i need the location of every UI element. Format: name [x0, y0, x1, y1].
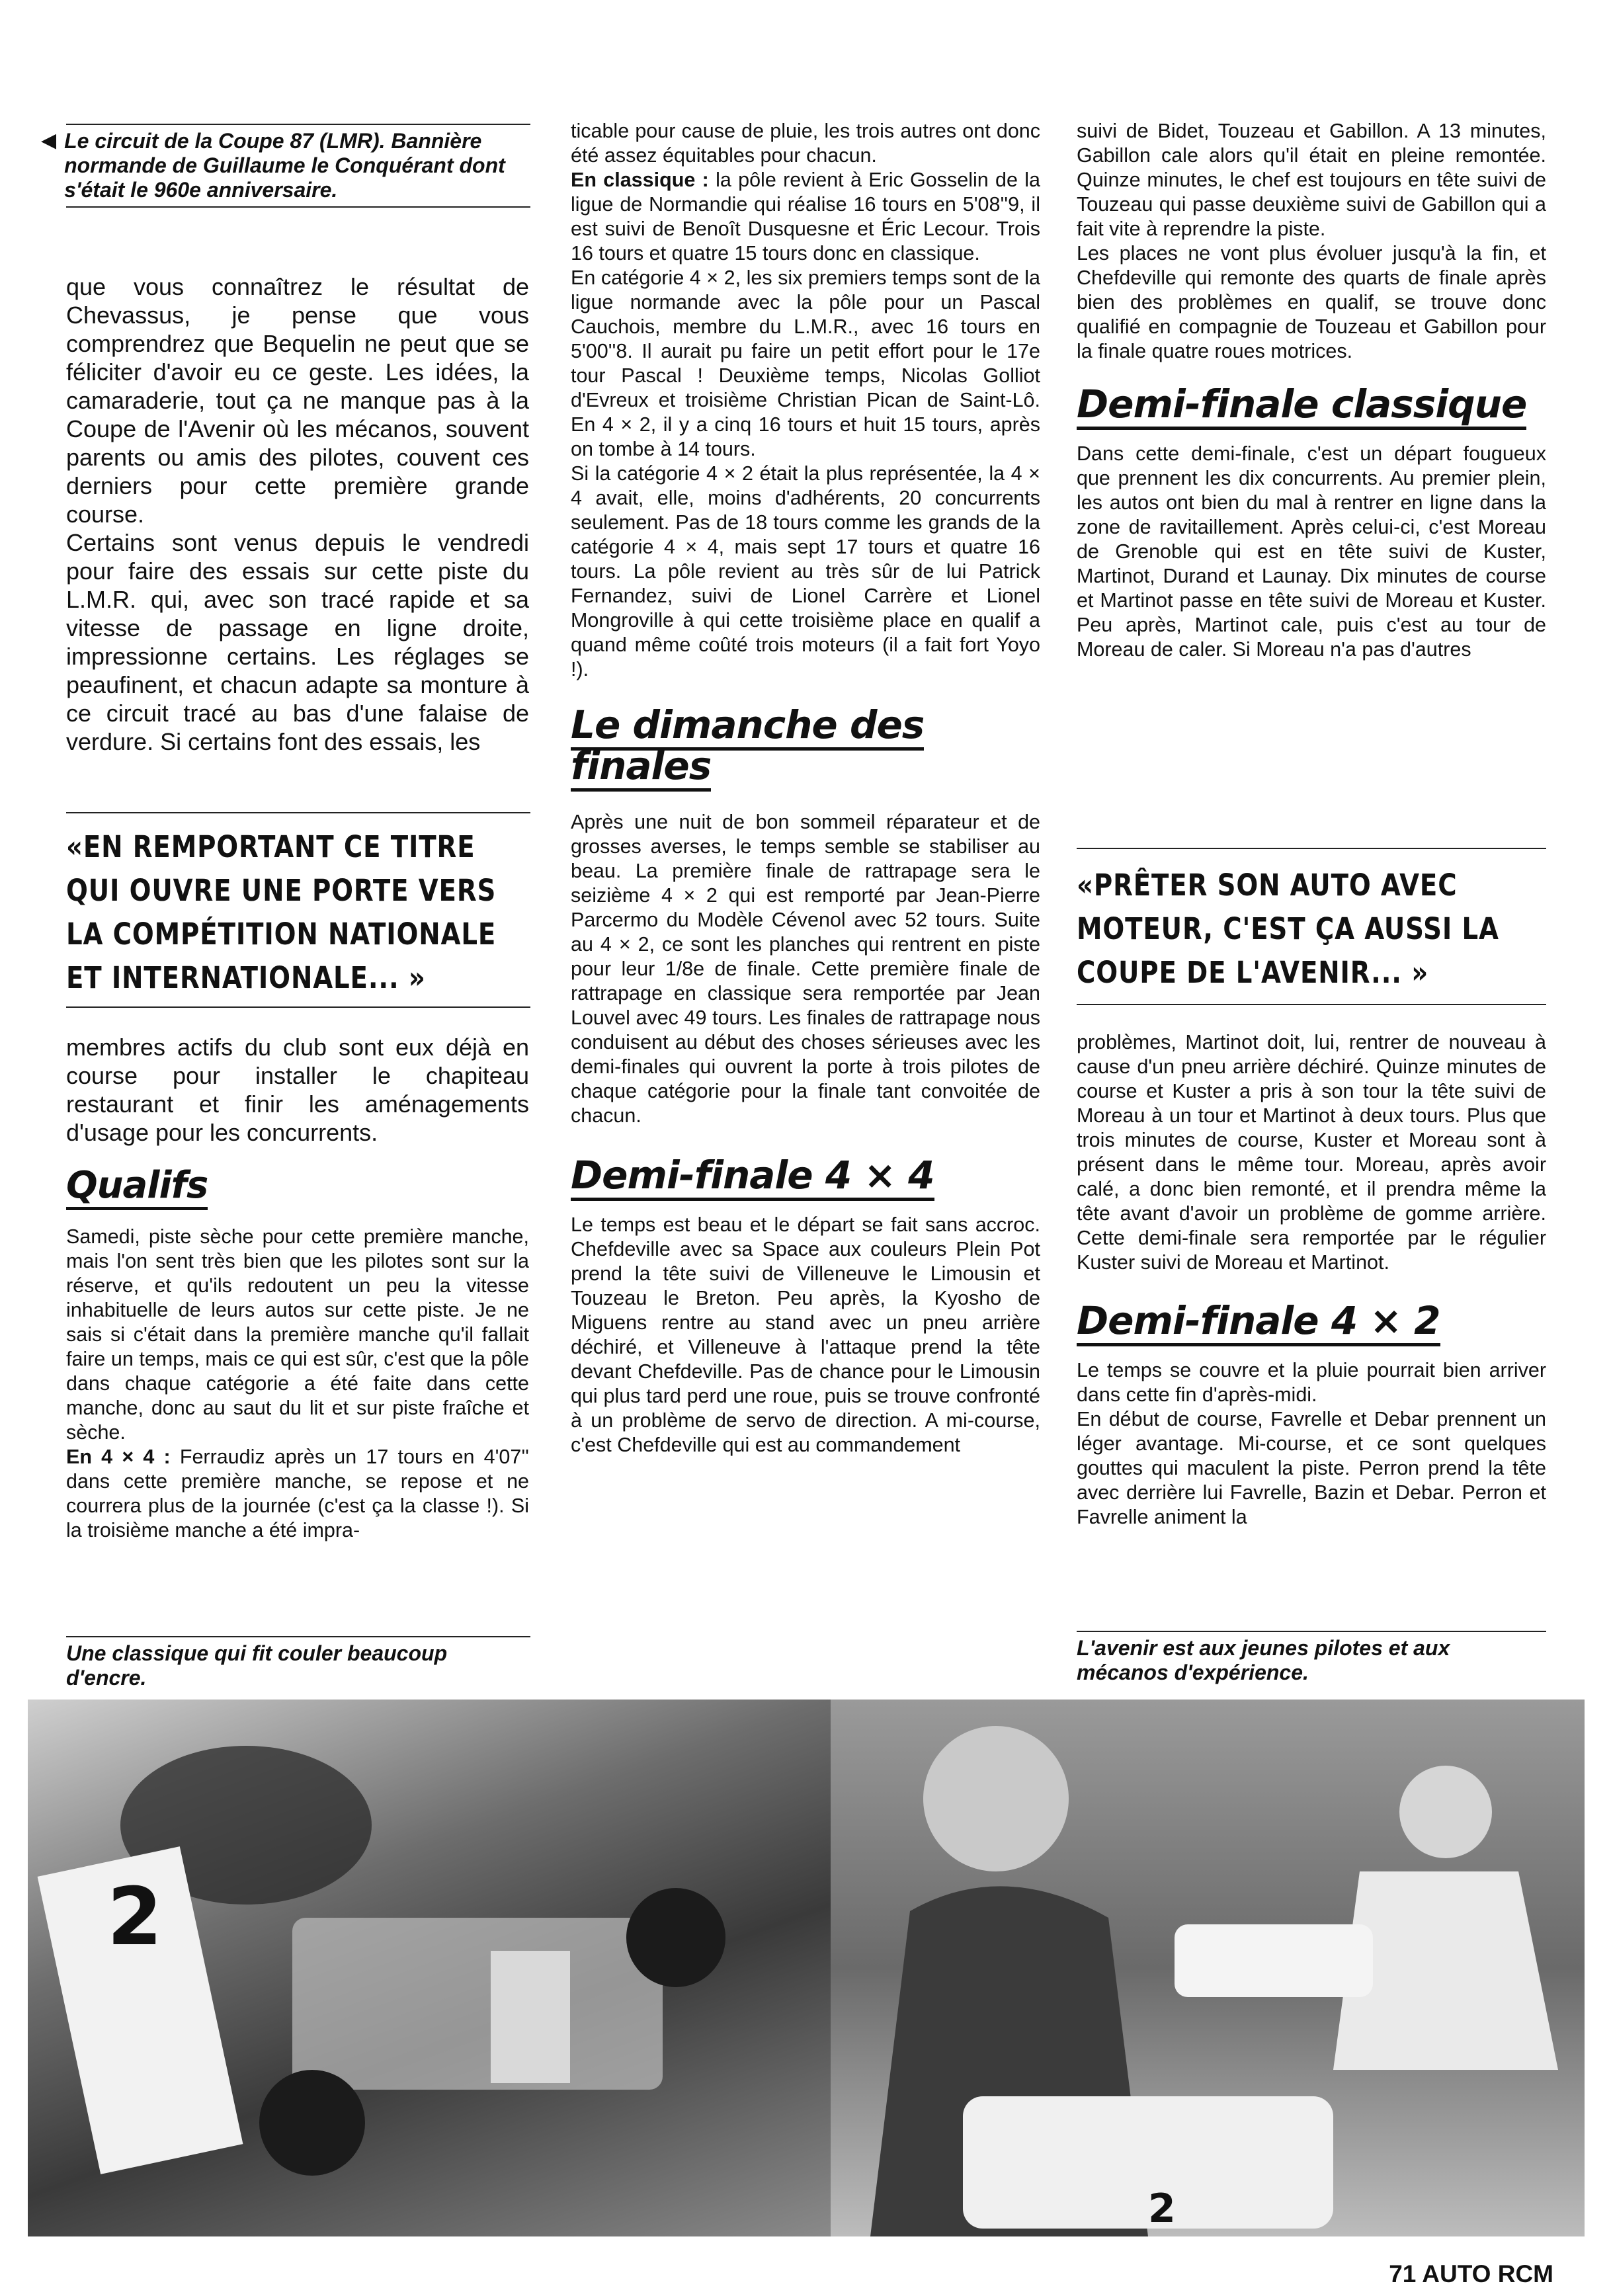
svg-text:2: 2	[107, 1871, 163, 1963]
caption-rule	[66, 124, 530, 125]
paragraph: Le temps est beau et le départ se fait sans accroc. Chefdeville avec sa Space aux couleurs Plein Pot prend la tête suivi de Villeneuve le Limousin et Touzeau le Breton. Peu après, la Kyosho de Miguens rentre au stand avec un pneu arrière déchiré, et Villeneuve à l'attaque prend la tête devant Chefdeville. Pas de chance pour le Limousin qui plus tard perd une roue, puis se trouve confronté à un problème de servo de direction. A mi-course, c'est Chefdeville qui est au commandement	[571, 1213, 1040, 1456]
heading-dimanche-finales: Le dimanche des finales	[571, 704, 1040, 786]
column-2	[571, 119, 1040, 1457]
pull-quote-1	[66, 812, 530, 1008]
paragraph: En catégorie 4 × 2, les six premiers temps sont de la ligue normande avec la pôle pour un Pascal Cauchois, membre du L.M.R., avec 16 tours en 5'00''8. Il aurait pu faire un petit effort pour le 17e tour Pascal ! Deuxième temps, Nicolas Golliot d'Evreux et troisième Christian Pican de Saint-Lô. En 4 × 2, il y a cinq 16 tours et huit 15 tours, après on tombe à 14 tours.	[571, 266, 1040, 460]
car-illustration	[28, 1700, 831, 2236]
paragraph: membres actifs du club sont eux déjà en course pour installer le chapiteau restaurant et finir les aménagements d'usage pour les concurrents.	[66, 1034, 529, 1146]
caption-text: Une classique qui fit couler beaucoup d'encre.	[66, 1641, 448, 1690]
caption-rule	[66, 1636, 530, 1637]
paragraph: suivi de Bidet, Touzeau et Gabillon. A 13 minutes, Gabillon cale alors qu'il était en pleine remontée. Quinze minutes, le chef est toujours en tête suivi de Touzeau qui passe deuxième suivi de Gabillon qui a fait vite à reprendre la piste.	[1077, 120, 1546, 240]
caption-top: Le circuit de la Coupe 87 (LMR). Bannière normande de Guillaume le Conquérant dont s'était le 960e anniversaire.	[64, 129, 505, 202]
paragraph: Le temps se couvre et la pluie pourrait bien arriver dans cette fin d'après-midi.	[1077, 1359, 1546, 1406]
column-1	[66, 272, 529, 756]
column-1-lower	[66, 1033, 529, 1543]
quote-text: «PRÊTER SON AUTO AVEC MOTEUR, C'EST ÇA AUSSI LA COUPE DE L'AVENIR... »	[1077, 868, 1499, 990]
heading-demi-finale-4x2: Demi-finale 4 × 2	[1077, 1300, 1546, 1341]
quote-rule	[66, 812, 530, 813]
heading-demi-finale-4x4: Demi-finale 4 × 4	[571, 1155, 1040, 1196]
paragraph: ticable pour cause de pluie, les trois autres ont donc été assez équitables pour chacun.	[571, 120, 1040, 167]
paragraph: Dans cette demi-finale, c'est un départ fougueux que prennent les dix concurrents. Au premier plein, les autos ont bien du mal à rentrer en ligne dans la zone de ravitaillement. Après celui-ci, c'est Moreau de Grenoble qui est en tête suivi de Kuster, Martinot, Durand et Launay. Dix minutes de course et Martinot passe en tête suivi de Moreau et Kuster. Peu après, Martinot cale, puis c'est au tour de Moreau de caler. Si Moreau n'a pas d'autres	[1077, 442, 1546, 661]
caption-top-block	[41, 124, 530, 208]
page-footer: 71 AUTO RCM	[1389, 2260, 1553, 2287]
caption-rule	[66, 206, 530, 208]
pull-quote-2	[1077, 848, 1546, 1005]
quote-rule	[1077, 1004, 1546, 1005]
caption-bottom-right	[1077, 1631, 1546, 1685]
quote-rule	[1077, 848, 1546, 849]
paragraph: Les places ne vont plus évoluer jusqu'à la fin, et Chefdeville qui remonte des quarts de finale après bien des problèmes en qualif, se trouve donc qualifié en compagnie de Touzeau et Gabillon pour la finale quatre roues motrices.	[1077, 242, 1546, 362]
svg-text:2: 2	[1148, 2186, 1176, 2232]
heading-qualifs: Qualifs	[66, 1165, 529, 1206]
photo-mechanics-pilots	[831, 1700, 1585, 2236]
photo-race-car-chassis	[28, 1700, 831, 2236]
quote-rule	[66, 1006, 530, 1008]
column-3	[1077, 119, 1546, 662]
caption-bottom-left	[66, 1636, 530, 1690]
paragraph: En classique : la pôle revient à Eric Gosselin de la ligue de Normandie qui réalise 16 tours en 5'08''9, il est suivi de Benoît Dusquesne et Éric Lecour. Trois 16 tours et quatre 15 tours donc en classique.	[571, 169, 1040, 265]
paragraph: problèmes, Martinot doit, lui, rentrer de nouveau à cause d'un pneu arrière déchiré. Quinze minutes de course et Kuster a pris à son tour la tête suivi de Moreau à un tour et Martinot à deux tours. Plus que trois minutes de course, Kuster et Moreau sont à présent dans le même tour. Moreau, après avoir calé, a donc bien remonté, et il prendra même la tête avant d'avoir un problème de gomme arrière. Cette demi-finale sera remportée par le régulier Kuster suivi de Moreau et Martinot.	[1077, 1031, 1546, 1274]
paragraph: En 4 × 4 : Ferraudiz après un 17 tours en 4'07'' dans cette première manche, se repose et ne courrera plus de la journée (c'est ça la classe !). Si la troisième manche a été impra-	[66, 1446, 529, 1541]
paragraph: Samedi, piste sèche pour cette première manche, mais l'on sent très bien que les pilotes sont sur la réserve, et qu'ils redoutent un peu la vitesse inhabituelle de leurs autos sur cette piste. Je ne sais si c'était dans la première manche qu'il fallait faire un temps, mais ce qui est sûr, c'est que la pôle dans chaque catégorie a été faite dans cette manche, donc au saut du lit et sur piste fraîche et sèche.	[66, 1225, 529, 1444]
caption-text: L'avenir est aux jeunes pilotes et aux mécanos d'expérience.	[1077, 1636, 1450, 1684]
heading-demi-finale-classique: Demi-finale classique	[1077, 384, 1546, 425]
paragraph: Si la catégorie 4 × 2 était la plus représentée, la 4 × 4 avait, elle, moins d'adhérents, 20 concurrents seulement. Pas de 18 tours comme les grands de la catégorie 4 × 4, mais sept 17 tours et quatre 16 tours. La pôle revient au très sûr de lui Patrick Fernandez, suivi de Lionel Carrère et Lionel Mongroville à qui cette troisième place en qualif a quand même coûté trois moteurs (il a fait fort Yoyo !).	[571, 462, 1040, 680]
column-3-lower	[1077, 1030, 1546, 1530]
quote-text: «EN REMPORTANT CE TITRE QUI OUVRE UNE PORTE VERS LA COMPÉTITION NATIONALE ET INTERNATIONALE... »	[66, 829, 497, 995]
arrow-left-icon: ◀	[41, 130, 57, 151]
caption-rule	[1077, 1631, 1546, 1632]
paragraph: que vous connaîtrez le résultat de Chevassus, je pense que vous comprendrez que Bequelin ne peut que se féliciter d'avoir eu ce geste. Les idées, la camaraderie, tout ça ne manque pas à la Coupe de l'Avenir où les mécanos, souvent parents ou amis des pilotes, couvent ces derniers pour cette première grande course.	[66, 273, 529, 528]
paragraph: Après une nuit de bon sommeil réparateur et de grosses averses, le temps semble se stabiliser au beau. La première finale de rattrapage sera le seizième 4 × 2 qui est remporté par Jean-Pierre Parcermo du Modèle Cévenol avec 52 tours. Suite au 4 × 2, ce sont les planches qui rentrent en piste pour leur 1/8e de finale. Cette première finale de rattrapage en classique sera remportée par Jean Louvel avec 49 tours. Les finales de rattrapage nous conduisent au début des choses sérieuses avec les demi-finales qui ouvrent la porte à trois pilotes de chaque catégorie pour la finale tant convoitée de chacun.	[571, 811, 1040, 1127]
paragraph: En début de course, Favrelle et Debar prennent un léger avantage. Mi-course, et ce sont quelques gouttes qui maculent la piste. Perron prend la tête avec derrière lui Favrelle, Bazin et Debar. Perron et Favrelle animent la	[1077, 1408, 1546, 1528]
people-illustration	[831, 1700, 1585, 2236]
paragraph: Certains sont venus depuis le vendredi pour faire des essais sur cette piste du L.M.R. qui, avec son tracé rapide et sa vitesse de passage en ligne droite, impressionne certains. Les réglages se peaufinent, et chacun adapte sa monture à ce circuit tracé au bas d'une falaise de verdure. Si certains font des essais, les	[66, 529, 529, 755]
